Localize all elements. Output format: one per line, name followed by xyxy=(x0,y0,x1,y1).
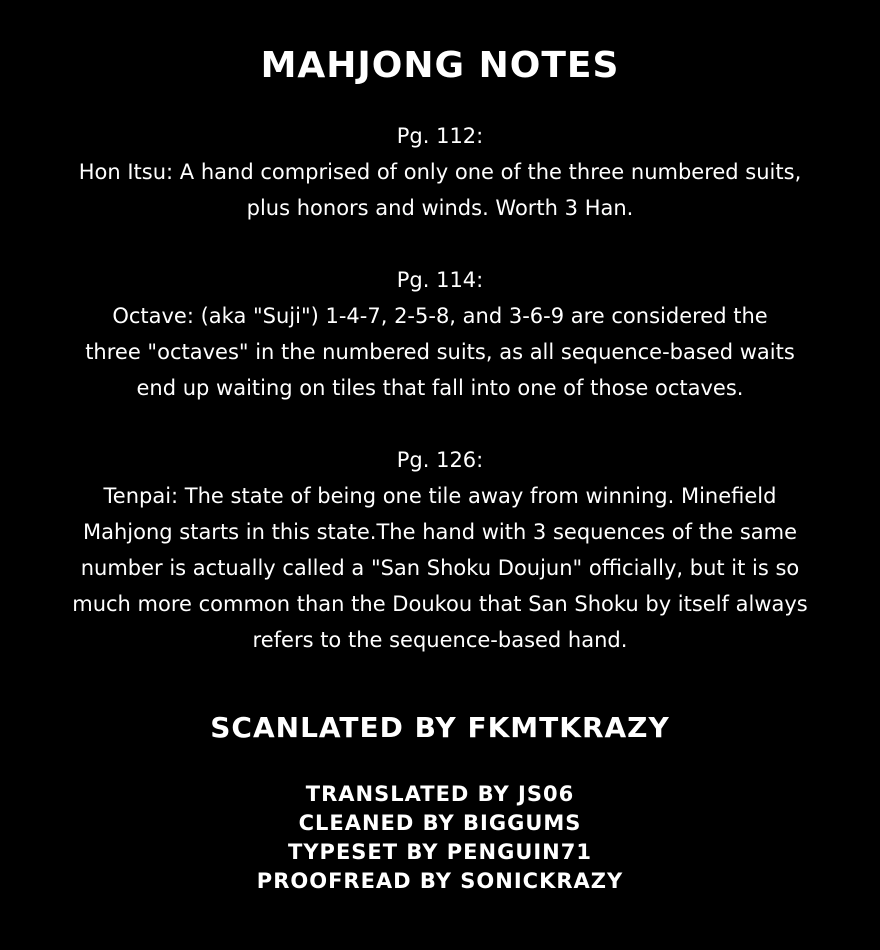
credits-list xyxy=(0,780,880,896)
note-page-reference: Pg. 114: xyxy=(396,268,484,292)
note-page-reference: Pg. 126: xyxy=(396,448,484,472)
credit-translator: TRANSLATED BY JS06 xyxy=(305,782,575,806)
note-section-pg-112 xyxy=(20,118,860,226)
note-text-line: three "octaves" in the numbered suits, as all sequence-based waits xyxy=(85,340,795,364)
note-text-line: Octave: (aka "Suji") 1-4-7, 2-5-8, and 3-6-9 are considered the xyxy=(112,304,768,328)
note-text-line: Hon Itsu: A hand comprised of only one of the three numbered suits, xyxy=(78,160,802,184)
credit-typesetter: TYPESET BY PENGUIN71 xyxy=(288,840,592,864)
page-title: MAHJONG NOTES xyxy=(260,45,620,86)
note-text-line: plus honors and winds. Worth 3 Han. xyxy=(246,196,634,220)
credit-cleaner: CLEANED BY BIGGUMS xyxy=(298,811,582,835)
note-section-pg-114 xyxy=(20,262,860,406)
credit-proofreader: PROOFREAD BY SONICKRAZY xyxy=(256,869,624,893)
note-text-line: Mahjong starts in this state.The hand with 3 sequences of the same xyxy=(82,520,798,544)
note-text-line: number is actually called a "San Shoku Doujun" officially, but it is so xyxy=(80,556,800,580)
note-text-line: much more common than the Doukou that San Shoku by itself always xyxy=(72,592,808,616)
note-page-reference: Pg. 112: xyxy=(396,124,484,148)
note-text-line: end up waiting on tiles that fall into one of those octaves. xyxy=(136,376,744,400)
note-section-pg-126 xyxy=(20,442,860,658)
scanlation-group-heading: SCANLATED BY FKMTKRAZY xyxy=(210,711,670,744)
note-text-line: refers to the sequence-based hand. xyxy=(252,628,628,652)
note-text-line: Tenpai: The state of being one tile away from winning. Minefield xyxy=(103,484,777,508)
